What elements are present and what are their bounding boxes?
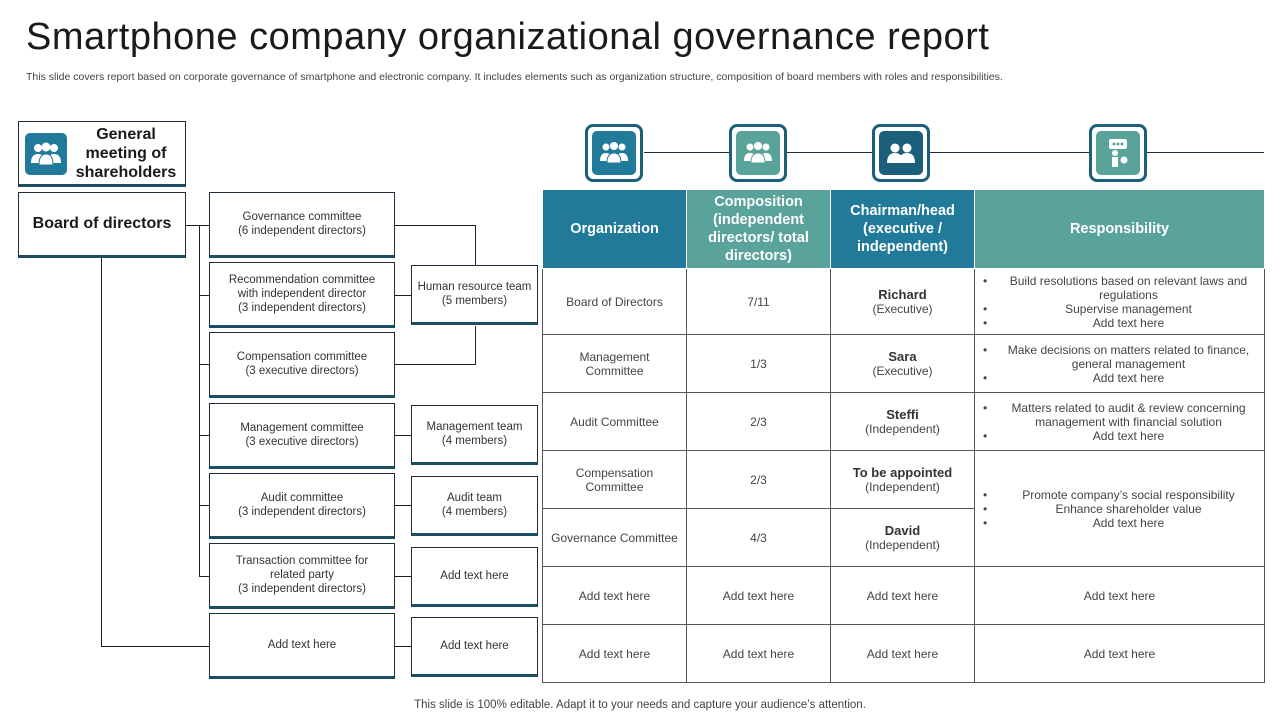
- composition-cell: Add text here: [687, 625, 831, 683]
- composition-cell: 1/3: [687, 335, 831, 393]
- composition-cell: Add text here: [687, 567, 831, 625]
- chairman-cell: To be appointed (Independent): [831, 451, 975, 509]
- chairman-cell: Richard (Executive): [831, 269, 975, 335]
- composition-cell: 7/11: [687, 269, 831, 335]
- chairman-cell: David (Independent): [831, 509, 975, 567]
- footer-note: This slide is 100% editable. Adapt it to your needs and capture your audience’s attention.: [414, 699, 866, 711]
- board-of-directors-box: Board of directors: [18, 192, 186, 258]
- org-cell: Governance Committee: [543, 509, 687, 567]
- table-row: [543, 269, 1265, 335]
- responsibility-cell: • Build resolutions based on relevant laws and regulations • Supervise management • Add text here: [975, 269, 1265, 335]
- team-box: Human resource team (5 members): [411, 265, 538, 325]
- committee-box: Management committee (3 executive directors): [209, 403, 395, 469]
- org-cell: Add text here: [543, 567, 687, 625]
- header-chairman: Chairman/head (executive / independent): [831, 190, 975, 269]
- presenter-icon: [1089, 124, 1147, 182]
- composition-cell: 4/3: [687, 509, 831, 567]
- shareholders-icon: [25, 133, 67, 175]
- chairman-cell: Steffi (Independent): [831, 393, 975, 451]
- chairman-icon: [872, 124, 930, 182]
- table-row: [543, 451, 1265, 509]
- responsibility-cell: Add text here: [975, 625, 1265, 683]
- committee-box: Governance committee (6 independent directors): [209, 192, 395, 258]
- team-box: Audit team (4 members): [411, 476, 538, 536]
- page-title: Smartphone company organizational governance report: [26, 16, 990, 58]
- committee-box: Transaction committee for related party (3 independent directors): [209, 543, 395, 609]
- committee-box: Audit committee (3 independent directors): [209, 473, 395, 539]
- committee-box: Compensation committee (3 executive directors): [209, 332, 395, 398]
- chairman-cell: Add text here: [831, 625, 975, 683]
- org-cell: Audit Committee: [543, 393, 687, 451]
- general-meeting-label: General meeting of shareholders: [75, 126, 177, 181]
- team-box: Add text here: [411, 547, 538, 607]
- org-cell: Board of Directors: [543, 269, 687, 335]
- org-cell: Compensation Committee: [543, 451, 687, 509]
- page-subtitle: This slide covers report based on corporate governance of smartphone and electronic company. It includes elements such as organization structure, composition of board members with roles and responsibilities.: [26, 71, 1003, 83]
- responsibility-cell: • Promote company’s social responsibility • Enhance shareholder value • Add text here: [975, 451, 1265, 567]
- chairman-cell: Sara (Executive): [831, 335, 975, 393]
- committee-box: Add text here: [209, 613, 395, 679]
- responsibility-cell: • Matters related to audit & review concerning management with financial solution • Add text here: [975, 393, 1265, 451]
- responsibility-cell: Add text here: [975, 567, 1265, 625]
- header-composition: Composition (independent directors/ total directors): [687, 190, 831, 269]
- org-cell: Management Committee: [543, 335, 687, 393]
- header-responsibility: Responsibility: [975, 190, 1265, 269]
- committee-box: Recommendation committee with independent director (3 independent directors): [209, 262, 395, 328]
- team-box: Management team (4 members): [411, 405, 538, 465]
- header-organization: Organization: [543, 190, 687, 269]
- responsibility-cell: • Make decisions on matters related to finance, general management • Add text here: [975, 335, 1265, 393]
- table-row: [543, 335, 1265, 393]
- general-meeting-box: [18, 121, 186, 187]
- chairman-cell: Add text here: [831, 567, 975, 625]
- team-icon: [585, 124, 643, 182]
- org-cell: Add text here: [543, 625, 687, 683]
- composition-cell: 2/3: [687, 451, 831, 509]
- composition-cell: 2/3: [687, 393, 831, 451]
- table-row: [543, 625, 1265, 683]
- governance-table: [542, 189, 1265, 683]
- table-row: [543, 393, 1265, 451]
- team-box: Add text here: [411, 617, 538, 677]
- group-icon: [729, 124, 787, 182]
- table-row: [543, 567, 1265, 625]
